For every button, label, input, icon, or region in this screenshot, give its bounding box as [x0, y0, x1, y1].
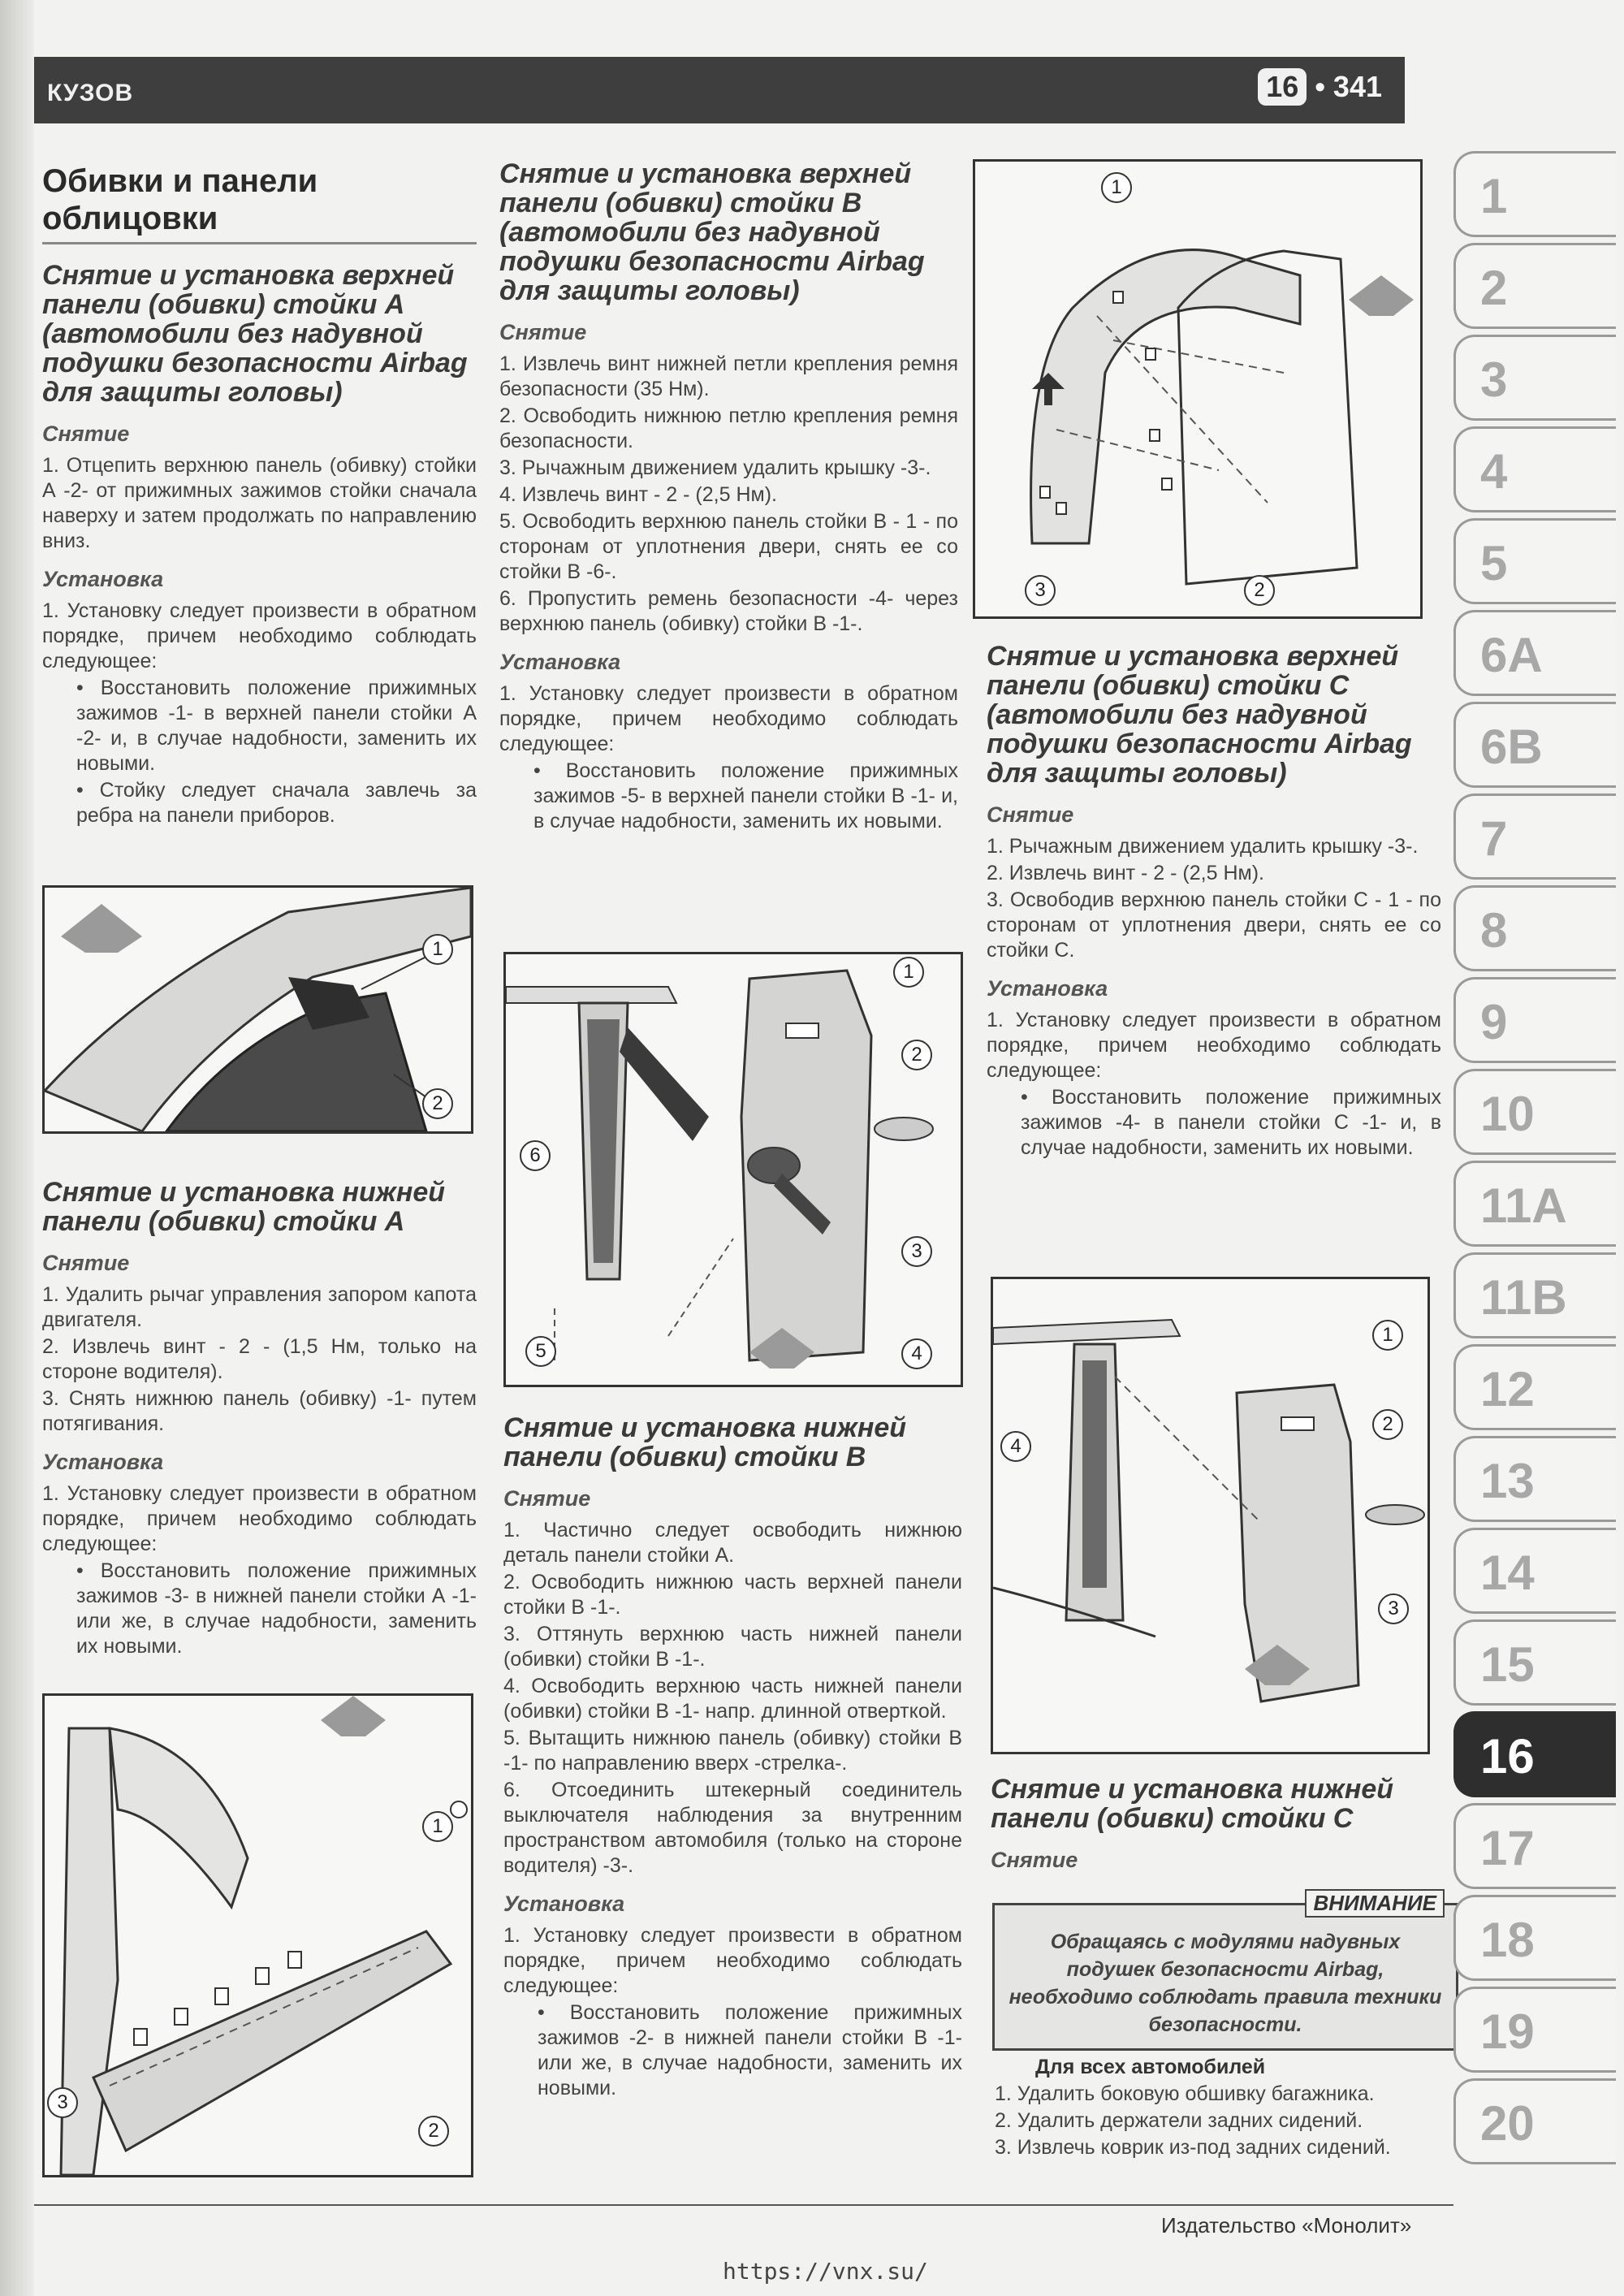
figure-pillar-b-full: [973, 159, 1423, 619]
chapter-tab-17[interactable]: 17: [1453, 1803, 1616, 1889]
callout-3: 3: [47, 2087, 78, 2118]
step-text: 6. Отсоединить штекерный соединитель выключателя наблюдения за внутренним пространством автомобиля (только на стороне водителя) -3-.: [503, 1779, 962, 1877]
callout-4: 4: [1000, 1431, 1031, 1462]
step-text: 2. Извлечь винт - 2 - (1,5 Нм, только на стороне водителя).: [42, 1335, 477, 1383]
figure-drawing: [993, 1279, 1427, 1752]
step-text: 1. Установку следует произвести в обратном порядке, причем необходимо соблюдать следующее:: [42, 1482, 477, 1555]
figure-drawing: [45, 888, 471, 1131]
subsection-d-title: Снятие и установка нижней панели (обивки) стойки В: [503, 1412, 907, 1472]
callout-1: 1: [422, 1811, 453, 1842]
column-2-lower: [503, 1413, 962, 2103]
removal-heading: Снятие: [499, 320, 587, 344]
step-text: 3. Оттянуть верхнюю часть нижней панели (обивки) стойки В -1-.: [503, 1623, 962, 1671]
page-number: 341: [1332, 70, 1382, 103]
step-text: 4. Освободить верхнюю часть нижней панели (обивки) стойки В -1- напр. длинной отверткой.: [503, 1675, 962, 1723]
subsection-e-title: Снятие и установка верхней панели (обивки) стойки С (автомобили без надувной подушки безопасности Airbag для защиты головы): [987, 641, 1412, 789]
removal-heading: Снятие: [991, 1848, 1078, 1872]
removal-heading: Снятие: [42, 422, 130, 446]
bullet-text: • Восстановить положение прижимных зажимов -4- в панели стойки С -1- и, в случае надобности, заменить их новыми.: [1021, 1086, 1441, 1159]
install-heading: Установка: [42, 567, 164, 591]
chapter-tab-6a[interactable]: 6A: [1453, 610, 1616, 696]
step-text: 1. Частично следует освободить нижнюю деталь панели стойки А.: [503, 1519, 962, 1567]
chapter-tab-11b[interactable]: 11B: [1453, 1252, 1616, 1338]
step-text: 1. Удалить боковую обшивку багажника.: [995, 2082, 1375, 2105]
step-text: 1. Извлечь винт нижней петли крепления ремня безопасности (35 Нм).: [499, 352, 958, 400]
attention-label: ВНИМАНИЕ: [1305, 1889, 1445, 1918]
chapter-tab-14[interactable]: 14: [1453, 1528, 1616, 1614]
column-3-steps: [995, 2055, 1449, 2162]
figure-pillar-a-upper: [42, 885, 473, 1134]
step-text: 4. Извлечь винт - 2 - (2,5 Нм).: [499, 483, 777, 506]
step-text: 3. Освободив верхнюю панель стойки С - 1 - по сторонам от уплотнения двери, снять ее со стойки С.: [987, 889, 1441, 962]
figure-drawing: [506, 954, 961, 1385]
column-3-lower: [991, 1775, 1445, 1879]
step-text: 2. Удалить держатели задних сидений.: [995, 2109, 1363, 2132]
callout-1: 1: [893, 957, 924, 988]
chapter-tab-15[interactable]: 15: [1453, 1619, 1616, 1706]
callout-3: 3: [1025, 575, 1056, 606]
step-text: 5. Освободить верхнюю панель стойки В - 1 - по сторонам от уплотнения двери, снять ее со стойки В -6-.: [499, 510, 958, 583]
step-text: 5. Вытащить нижнюю панель (обивку) стойки В -1- по направлению вверх -стрелка-.: [503, 1727, 962, 1775]
bullet-text: • Восстановить положение прижимных зажимов -2- в нижней панели стойки В -1- или же, в случае надобности, заменить их новыми.: [538, 2001, 962, 2099]
bullet-text: • Восстановить положение прижимных зажимов -3- в нижней панели стойки А -1- или же, в случае надобности, заменить их новыми.: [76, 1559, 477, 1658]
column-1: [42, 162, 477, 830]
section-heading-line1: Обивки и панели: [42, 163, 318, 199]
chapter-tab-9[interactable]: 9: [1453, 977, 1616, 1063]
section-title: КУЗОВ: [47, 80, 134, 106]
step-text: 3. Извлечь коврик из-под задних сидений.: [995, 2136, 1391, 2159]
bullet-text: • Восстановить положение прижимных зажимов -1- в верхней панели стойки А -2- и, в случае надобности, заменить их новыми.: [76, 677, 477, 775]
source-url[interactable]: https://vnx.su/: [723, 2258, 928, 2285]
step-text: 3. Снять нижнюю панель (обивку) -1- путем потягивания.: [42, 1387, 477, 1435]
callout-2: 2: [1372, 1409, 1403, 1440]
bullet-text: • Восстановить положение прижимных зажимов -5- в верхней панели стойки В -1- и, в случае надобности, заменить их новыми.: [533, 759, 958, 832]
callout-6: 6: [520, 1140, 551, 1171]
chapter-badge: 16: [1258, 68, 1307, 106]
callout-2: 2: [422, 1088, 453, 1119]
callout-4: 4: [901, 1338, 932, 1369]
subsection-f-title: Снятие и установка нижней панели (обивки) стойки С: [991, 1774, 1394, 1834]
step-text: 1. Рычажным движением удалить крышку -3-.: [987, 835, 1419, 858]
all-cars-heading: Для всех автомобилей: [1035, 2056, 1266, 2078]
figure-pillar-a-lower: [42, 1693, 473, 2177]
step-text: 2. Освободить нижнюю петлю крепления ремня безопасности.: [499, 404, 958, 452]
column-3: [987, 642, 1441, 1162]
chapter-tab-1[interactable]: 1: [1453, 151, 1616, 237]
chapter-tab-18[interactable]: 18: [1453, 1895, 1616, 1981]
chapter-tab-13[interactable]: 13: [1453, 1436, 1616, 1522]
chapter-tab-16[interactable]: 16: [1453, 1711, 1616, 1797]
step-text: 1. Удалить рычаг управления запором капота двигателя.: [42, 1283, 477, 1331]
chapter-tab-5[interactable]: 5: [1453, 518, 1616, 604]
install-heading: Установка: [42, 1450, 164, 1474]
subsection-b-title: Снятие и установка нижней панели (обивки) стойки А: [42, 1177, 446, 1237]
callout-1: 1: [1372, 1320, 1403, 1351]
attention-box: [992, 1891, 1458, 2051]
step-text: 1. Установку следует произвести в обратном порядке, причем необходимо соблюдать следующее:: [42, 599, 477, 672]
callout-1: 1: [422, 934, 453, 965]
step-text: 2. Извлечь винт - 2 - (2,5 Нм).: [987, 862, 1264, 884]
install-heading: Установка: [503, 1892, 625, 1916]
section-heading-line2: облицовки: [42, 201, 218, 236]
callout-2: 2: [1244, 575, 1275, 606]
footer-rule: [34, 2204, 1453, 2206]
chapter-tab-20[interactable]: 20: [1453, 2078, 1616, 2164]
callout-2: 2: [418, 2116, 449, 2147]
chapter-tab-11a[interactable]: 11A: [1453, 1161, 1616, 1247]
callout-3: 3: [901, 1236, 932, 1267]
chapter-tab-7[interactable]: 7: [1453, 793, 1616, 880]
figure-pillar-c-upper: [991, 1277, 1430, 1754]
chapter-tab-2[interactable]: 2: [1453, 243, 1616, 329]
publisher-name: Издательство «Монолит»: [1161, 2213, 1412, 2238]
figure-drawing: [975, 162, 1420, 616]
attention-text: Обращаясь с модулями надувных подушек безопасности Airbag, необходимо соблюдать правила техники безопасности.: [1009, 1931, 1442, 2036]
bullet-text: • Стойку следует сначала завлечь за ребра на панели приборов.: [76, 779, 477, 827]
subsection-c-title: Снятие и установка верхней панели (обивки) стойки В (автомобили без надувной подушки безопасности Airbag для защиты головы): [499, 158, 925, 306]
figure-pillar-b-upper: [503, 952, 963, 1387]
step-text: 6. Пропустить ремень безопасности -4- через верхнюю панель (обивку) стойки В -1-.: [499, 587, 958, 635]
step-text: 1. Установку следует произвести в обратном порядке, причем необходимо соблюдать следующее:: [503, 1924, 962, 1997]
page-header: [34, 57, 1405, 123]
chapter-tab-12[interactable]: 12: [1453, 1344, 1616, 1430]
callout-2: 2: [901, 1040, 932, 1070]
removal-heading: Снятие: [987, 802, 1074, 827]
subsection-a-title: Снятие и установка верхней панели (обивки) стойки А (автомобили без надувной подушки безопасности Airbag для защиты головы): [42, 260, 468, 408]
chapter-tab-10[interactable]: 10: [1453, 1069, 1616, 1155]
column-2: [499, 159, 958, 836]
page-number-group: 16 • 341: [1258, 68, 1382, 106]
callout-3: 3: [1378, 1593, 1409, 1624]
removal-heading: Снятие: [503, 1486, 591, 1511]
callout-5: 5: [525, 1336, 556, 1367]
step-text: 2. Освободить нижнюю часть верхней панели стойки В -1-.: [503, 1571, 962, 1619]
chapter-tab-8[interactable]: 8: [1453, 885, 1616, 971]
step-text: 1. Установку следует произвести в обратном порядке, причем необходимо соблюдать следующее:: [499, 682, 958, 755]
chapter-tab-3[interactable]: 3: [1453, 335, 1616, 421]
heading-rule: [42, 242, 477, 244]
book-spine-shadow: [0, 0, 34, 2296]
chapter-tab-6b[interactable]: 6B: [1453, 702, 1616, 788]
removal-heading: Снятие: [42, 1251, 130, 1275]
step-text: 3. Рычажным движением удалить крышку -3-.: [499, 456, 931, 479]
chapter-tab-4[interactable]: 4: [1453, 426, 1616, 512]
chapter-tab-19[interactable]: 19: [1453, 1987, 1616, 2073]
column-1-lower: [42, 1178, 477, 1661]
step-text: 1. Отцепить верхнюю панель (обивку) стойки А -2- от прижимных зажимов стойки сначала наверху и затем продолжать по направлению вниз.: [42, 454, 477, 552]
figure-drawing: [45, 1696, 471, 2175]
step-text: 1. Установку следует произвести в обратном порядке, причем необходимо соблюдать следующее:: [987, 1009, 1441, 1082]
callout-1: 1: [1101, 172, 1132, 203]
install-heading: Установка: [499, 650, 621, 674]
install-heading: Установка: [987, 976, 1108, 1001]
